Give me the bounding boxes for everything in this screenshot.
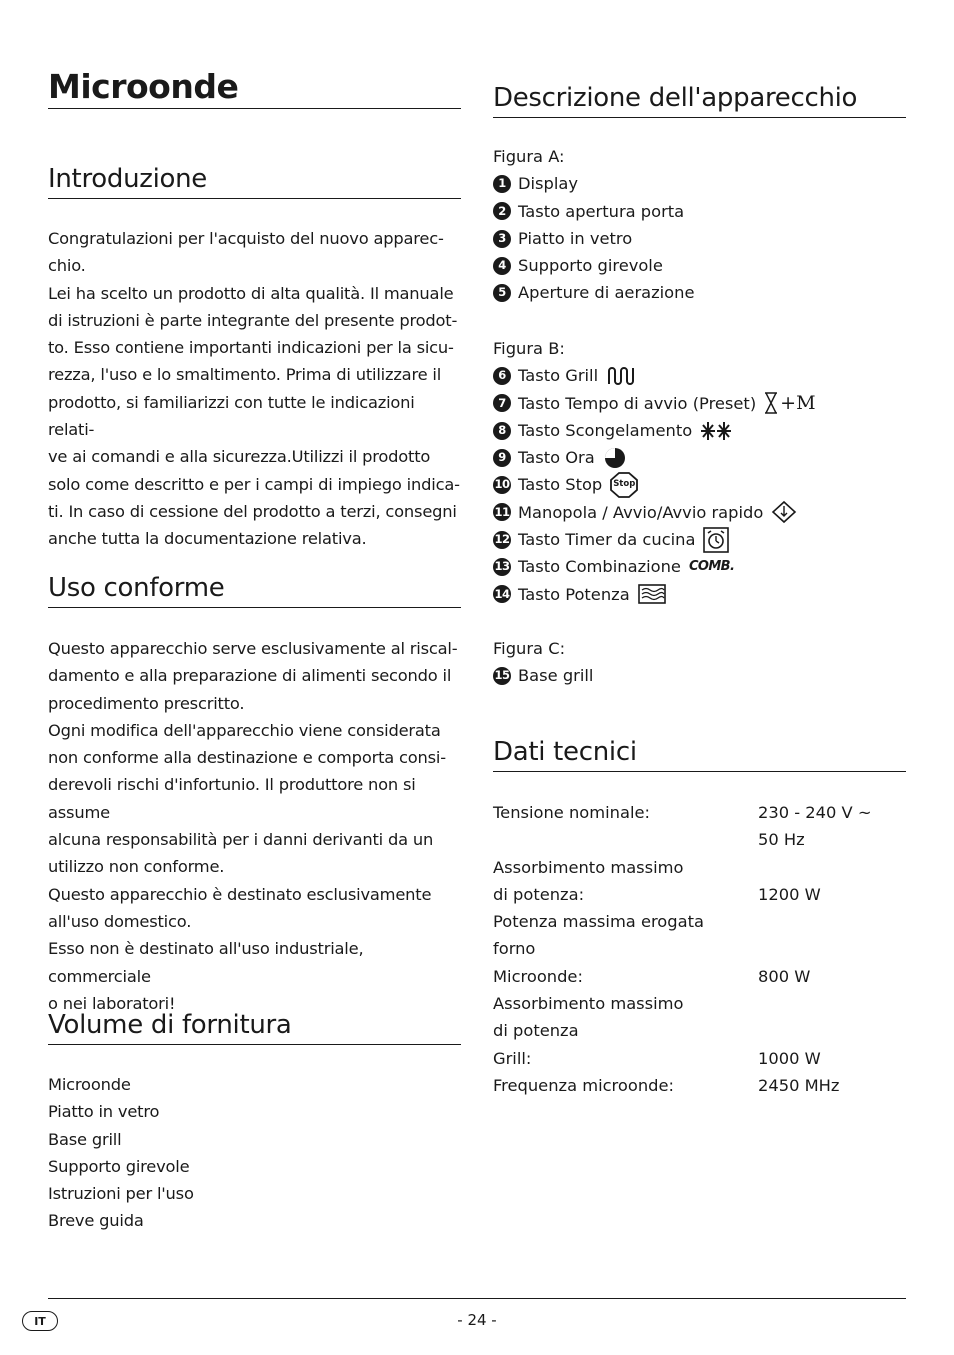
dati-row (493, 1072, 906, 1099)
stop-icon-text: Stop (613, 479, 636, 490)
uso-line: derevoli rischi d'infortunio. Il produttore non si assume (48, 775, 416, 822)
item-label: Display (518, 174, 579, 194)
item-number-badge: 10 (493, 476, 511, 494)
item-label: Manopola / Avvio/Avvio rapido (518, 502, 764, 522)
item-number-badge: 1 (493, 175, 511, 193)
intro-line: anche tutta la documentazione relativa. (48, 529, 367, 549)
figura-c-list (493, 635, 906, 690)
dati-label: di potenza (493, 1021, 579, 1041)
dati-value: 1200 W (758, 884, 821, 904)
grill-icon (606, 366, 636, 386)
volume-item: Piatto in vetro (48, 1102, 160, 1122)
item-number-badge: 5 (493, 284, 511, 302)
item-label: Piatto in vetro (518, 228, 633, 248)
dati-value (758, 990, 906, 1017)
figura-b-item (493, 444, 906, 471)
volume-item: Base grill (48, 1129, 122, 1149)
volume-item: Breve guida (48, 1211, 144, 1231)
intro-heading: Introduzione (48, 162, 461, 199)
item-label: Tasto Scongelamento (518, 420, 693, 440)
item-label: Supporto girevole (518, 256, 663, 276)
stop-icon (610, 472, 638, 498)
preset-icon (764, 390, 815, 417)
intro-line: ve ai comandi e alla sicurezza.Utilizzi il prodotto (48, 447, 431, 467)
dati-value: 1000 W (758, 1048, 821, 1068)
language-badge: IT (22, 1311, 58, 1331)
item-number-badge: 15 (493, 667, 511, 685)
volume-item: Microonde (48, 1075, 131, 1094)
intro-line: solo come descritto e per i campi di impiego indica- (48, 474, 460, 494)
figura-b-item (493, 417, 906, 444)
figura-b-item (493, 581, 906, 608)
item-number-badge: 14 (493, 585, 511, 603)
item-label: Tasto Grill (518, 366, 599, 386)
dati-label: Microonde: (493, 966, 583, 986)
intro-line: prodotto, si familiarizzi con tutte le indicazioni relati- (48, 392, 415, 440)
kitchen-timer-icon (703, 527, 729, 553)
item-label: Tasto Stop (518, 475, 603, 495)
item-number-badge: 7 (493, 394, 511, 412)
item-label: Tasto Ora (518, 448, 595, 468)
dati-row (493, 799, 906, 826)
page-number: - 24 - (457, 1311, 497, 1329)
figura-a-label: Figura A: (493, 147, 565, 166)
intro-line: chio. (48, 256, 86, 276)
volume-item: Supporto girevole (48, 1156, 190, 1176)
combination-icon-text: COMB. (688, 559, 735, 575)
intro-line: Lei ha scelto un prodotto di alta qualità. Il manuale (48, 283, 454, 303)
dati-label: Assorbimento massimo (493, 857, 684, 877)
dati-row (493, 826, 906, 853)
clock-icon (603, 447, 627, 469)
dati-value (758, 935, 906, 962)
preset-icon-text: +M (780, 391, 816, 414)
dati-value: 230 - 240 V ~ (758, 803, 872, 822)
intro-text (48, 225, 461, 553)
start-icon (771, 500, 797, 524)
dati-row (493, 908, 906, 935)
dati-label: di potenza: (493, 884, 585, 904)
item-number-badge: 6 (493, 367, 511, 385)
item-number-badge: 9 (493, 449, 511, 467)
combination-icon (689, 553, 734, 580)
item-number-badge: 3 (493, 230, 511, 248)
figura-a-item (493, 198, 906, 225)
dati-row (493, 963, 906, 990)
figura-c-item (493, 662, 906, 689)
item-number-badge: 11 (493, 503, 511, 521)
dati-value: 800 W (758, 966, 811, 986)
page-title: Microonde (48, 66, 461, 109)
dati-label: Potenza massima erogata (493, 912, 704, 932)
item-label: Tasto Potenza (518, 584, 630, 604)
dati-value: 2450 MHz (758, 1075, 840, 1095)
uso-line: damento e alla preparazione di alimenti secondo il (48, 666, 452, 686)
figura-c-label: Figura C: (493, 639, 566, 658)
intro-line: to. Esso contiene importanti indicazioni per la sicu- (48, 338, 454, 358)
dati-label: forno (493, 939, 536, 959)
item-label: Aperture di aerazione (518, 283, 695, 303)
figura-b-item (493, 553, 906, 580)
item-number-badge: 4 (493, 257, 511, 275)
uso-line: Questo apparecchio è destinato esclusivamente (48, 884, 432, 904)
item-number-badge: 2 (493, 202, 511, 220)
uso-line: non conforme alla destinazione e comporta consi- (48, 748, 446, 768)
dati-label: Tensione nominale: (493, 803, 650, 822)
uso-line: Ogni modifica dell'apparecchio viene considerata (48, 720, 441, 740)
dati-label (493, 826, 758, 853)
item-number-badge: 12 (493, 531, 511, 549)
dati-label: Assorbimento massimo (493, 994, 684, 1014)
dati-row (493, 935, 906, 962)
item-label: Base grill (518, 666, 594, 686)
intro-line: Congratulazioni per l'acquisto del nuovo apparec- (48, 229, 444, 248)
intro-line: rezza, l'uso e lo smaltimento. Prima di utilizzare il (48, 365, 442, 385)
item-label: Tasto Combinazione (518, 557, 681, 577)
uso-line: Esso non è destinato all'uso industriale, commerciale (48, 939, 364, 986)
item-label: Tasto Timer da cucina (518, 530, 696, 550)
uso-heading: Uso conforme (48, 571, 461, 608)
figura-b-item (493, 471, 906, 498)
dati-value: 50 Hz (758, 830, 805, 850)
figura-b-label: Figura B: (493, 339, 565, 358)
dati-value (758, 854, 906, 881)
figura-a-item (493, 170, 906, 197)
uso-line: Questo apparecchio serve esclusivamente al riscal- (48, 639, 458, 658)
item-number-badge: 13 (493, 558, 511, 576)
uso-line: o nei laboratori! (48, 993, 176, 1013)
figura-b-list (493, 335, 906, 608)
dati-value (758, 1017, 906, 1044)
item-label: Tasto Tempo di avvio (Preset) (518, 393, 757, 413)
figura-a-list (493, 143, 906, 307)
figura-b-item (493, 390, 906, 417)
dati-row (493, 881, 906, 908)
dati-row (493, 1045, 906, 1072)
dati-row (493, 990, 906, 1017)
intro-line: di istruzioni è parte integrante del presente prodot- (48, 310, 458, 330)
figura-a-item (493, 225, 906, 252)
descrizione-heading: Descrizione dell'apparecchio (493, 81, 906, 118)
figura-b-item (493, 526, 906, 553)
volume-heading: Volume di fornitura (48, 1008, 461, 1045)
defrost-icon (700, 421, 732, 441)
uso-text (48, 635, 461, 1017)
dati-label: Frequenza microonde: (493, 1075, 674, 1095)
dati-label: Grill: (493, 1048, 532, 1068)
figura-a-item (493, 279, 906, 306)
item-number-badge: 8 (493, 422, 511, 440)
power-icon (638, 584, 666, 604)
figura-a-item (493, 252, 906, 279)
figura-b-item (493, 499, 906, 526)
item-label: Tasto apertura porta (518, 201, 685, 221)
footer-divider (48, 1298, 906, 1299)
figura-b-item (493, 362, 906, 389)
uso-line: alcuna responsabilità per i danni derivanti da un (48, 830, 434, 850)
volume-item: Istruzioni per l'uso (48, 1184, 194, 1204)
uso-line: all'uso domestico. (48, 911, 192, 931)
dati-heading: Dati tecnici (493, 735, 906, 772)
dati-value (758, 908, 906, 935)
intro-line: ti. In caso di cessione del prodotto a terzi, consegni (48, 501, 457, 521)
uso-line: utilizzo non conforme. (48, 857, 225, 877)
uso-line: procedimento prescritto. (48, 693, 245, 713)
dati-row (493, 1017, 906, 1044)
dati-table (493, 799, 906, 1099)
volume-list (48, 1071, 461, 1235)
dati-row (493, 854, 906, 881)
